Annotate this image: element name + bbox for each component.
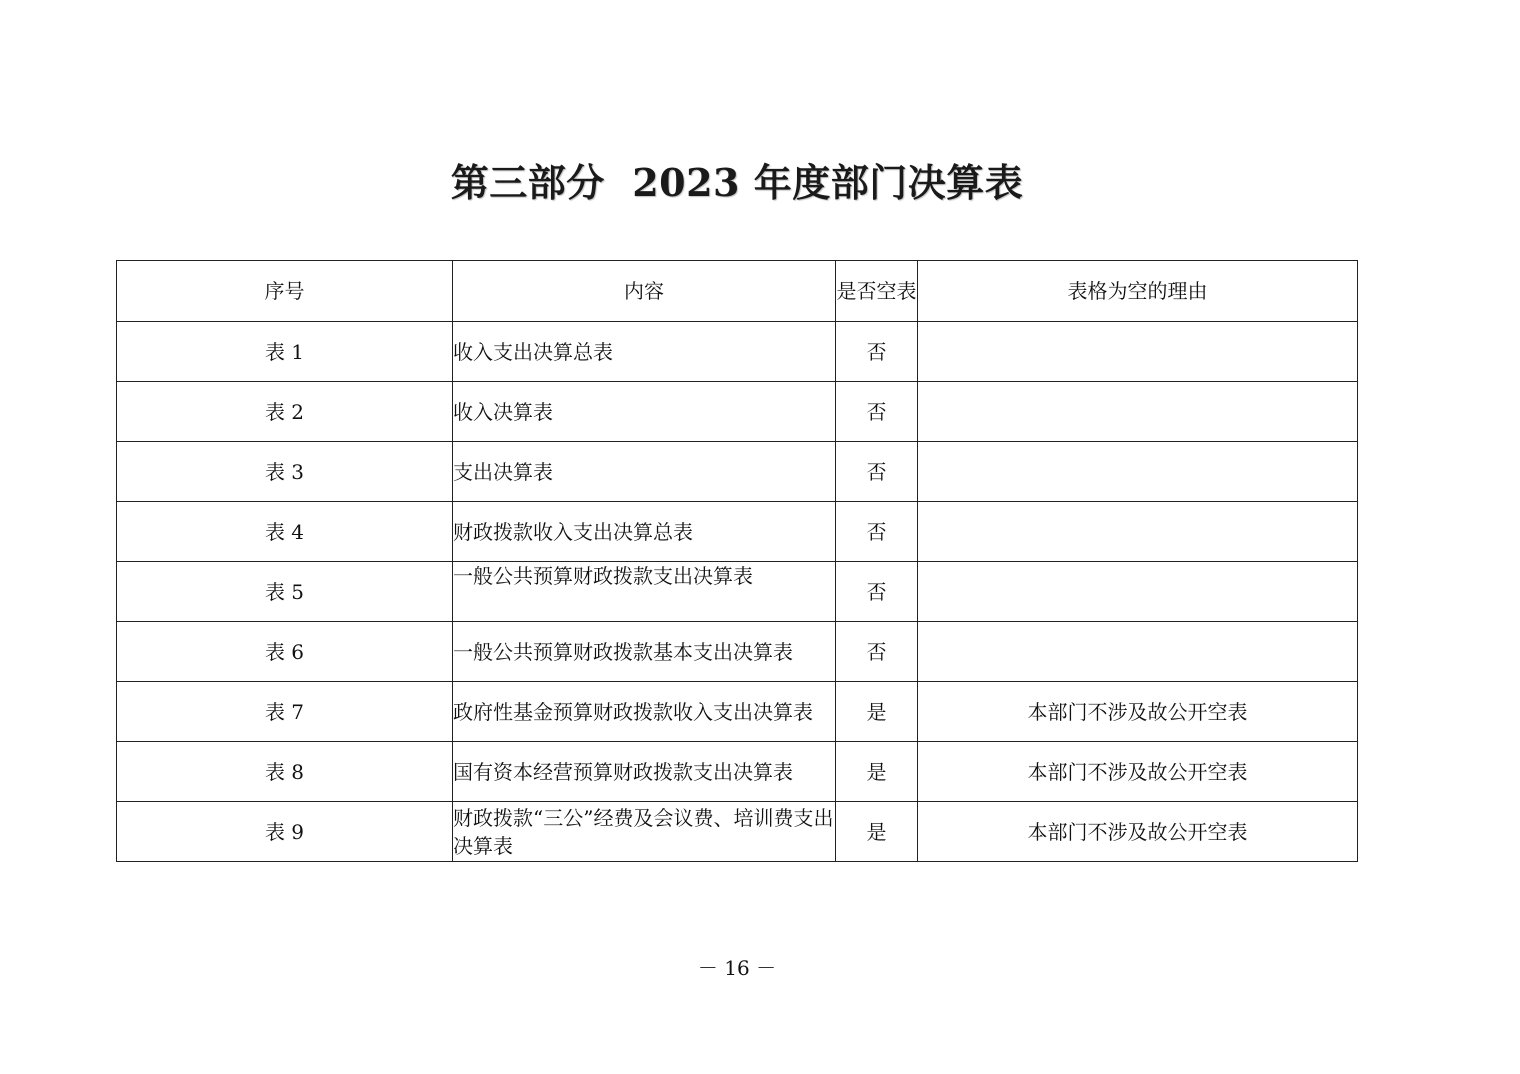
table-row bbox=[117, 442, 1358, 502]
tables-summary-table bbox=[116, 260, 1358, 862]
table-row bbox=[117, 382, 1358, 442]
row-serial-number: 表 8 bbox=[117, 742, 453, 802]
row-empty-reason: 本部门不涉及故公开空表 bbox=[918, 742, 1358, 802]
row-content: 收入支出决算总表 bbox=[453, 322, 836, 382]
row-content: 财政拨款收入支出决算总表 bbox=[453, 502, 836, 562]
table-header-row bbox=[117, 261, 1358, 322]
row-empty-reason bbox=[918, 562, 1358, 622]
row-serial-number: 表 3 bbox=[117, 442, 453, 502]
row-empty-reason bbox=[918, 322, 1358, 382]
row-serial-number: 表 5 bbox=[117, 562, 453, 622]
row-serial-number: 表 1 bbox=[117, 322, 453, 382]
page-title: 第三部分 2023 年度部门决算表 bbox=[450, 160, 1024, 205]
row-empty-reason bbox=[918, 382, 1358, 442]
row-is-empty: 否 bbox=[836, 622, 918, 682]
row-content: 收入决算表 bbox=[453, 382, 836, 442]
row-content: 一般公共预算财政拨款支出决算表 bbox=[453, 562, 836, 622]
row-is-empty: 否 bbox=[836, 502, 918, 562]
row-is-empty: 是 bbox=[836, 682, 918, 742]
header-content: 内容 bbox=[453, 261, 836, 322]
row-is-empty: 否 bbox=[836, 382, 918, 442]
table-row bbox=[117, 682, 1358, 742]
header-serial-number: 序号 bbox=[117, 261, 453, 322]
row-content: 国有资本经营预算财政拨款支出决算表 bbox=[453, 742, 836, 802]
row-serial-number: 表 6 bbox=[117, 622, 453, 682]
table-row bbox=[117, 802, 1358, 862]
row-is-empty: 否 bbox=[836, 442, 918, 502]
row-is-empty: 是 bbox=[836, 802, 918, 862]
row-content: 财政拨款“三公”经费及会议费、培训费支出决算表 bbox=[453, 802, 836, 862]
row-serial-number: 表 7 bbox=[117, 682, 453, 742]
row-serial-number: 表 2 bbox=[117, 382, 453, 442]
row-empty-reason bbox=[918, 622, 1358, 682]
row-empty-reason bbox=[918, 502, 1358, 562]
header-empty-reason: 表格为空的理由 bbox=[918, 261, 1358, 322]
page-number: － 16 － bbox=[697, 956, 777, 980]
row-empty-reason: 本部门不涉及故公开空表 bbox=[918, 802, 1358, 862]
row-content: 政府性基金预算财政拨款收入支出决算表 bbox=[453, 682, 836, 742]
row-content: 支出决算表 bbox=[453, 442, 836, 502]
row-serial-number: 表 9 bbox=[117, 802, 453, 862]
row-is-empty: 否 bbox=[836, 322, 918, 382]
row-empty-reason: 本部门不涉及故公开空表 bbox=[918, 682, 1358, 742]
table-row bbox=[117, 742, 1358, 802]
table-row bbox=[117, 502, 1358, 562]
row-is-empty: 是 bbox=[836, 742, 918, 802]
header-is-empty: 是否空表 bbox=[836, 261, 918, 322]
row-is-empty: 否 bbox=[836, 562, 918, 622]
table-row bbox=[117, 622, 1358, 682]
table-row bbox=[117, 322, 1358, 382]
row-empty-reason bbox=[918, 442, 1358, 502]
row-serial-number: 表 4 bbox=[117, 502, 453, 562]
table-row bbox=[117, 562, 1358, 622]
row-content: 一般公共预算财政拨款基本支出决算表 bbox=[453, 622, 836, 682]
